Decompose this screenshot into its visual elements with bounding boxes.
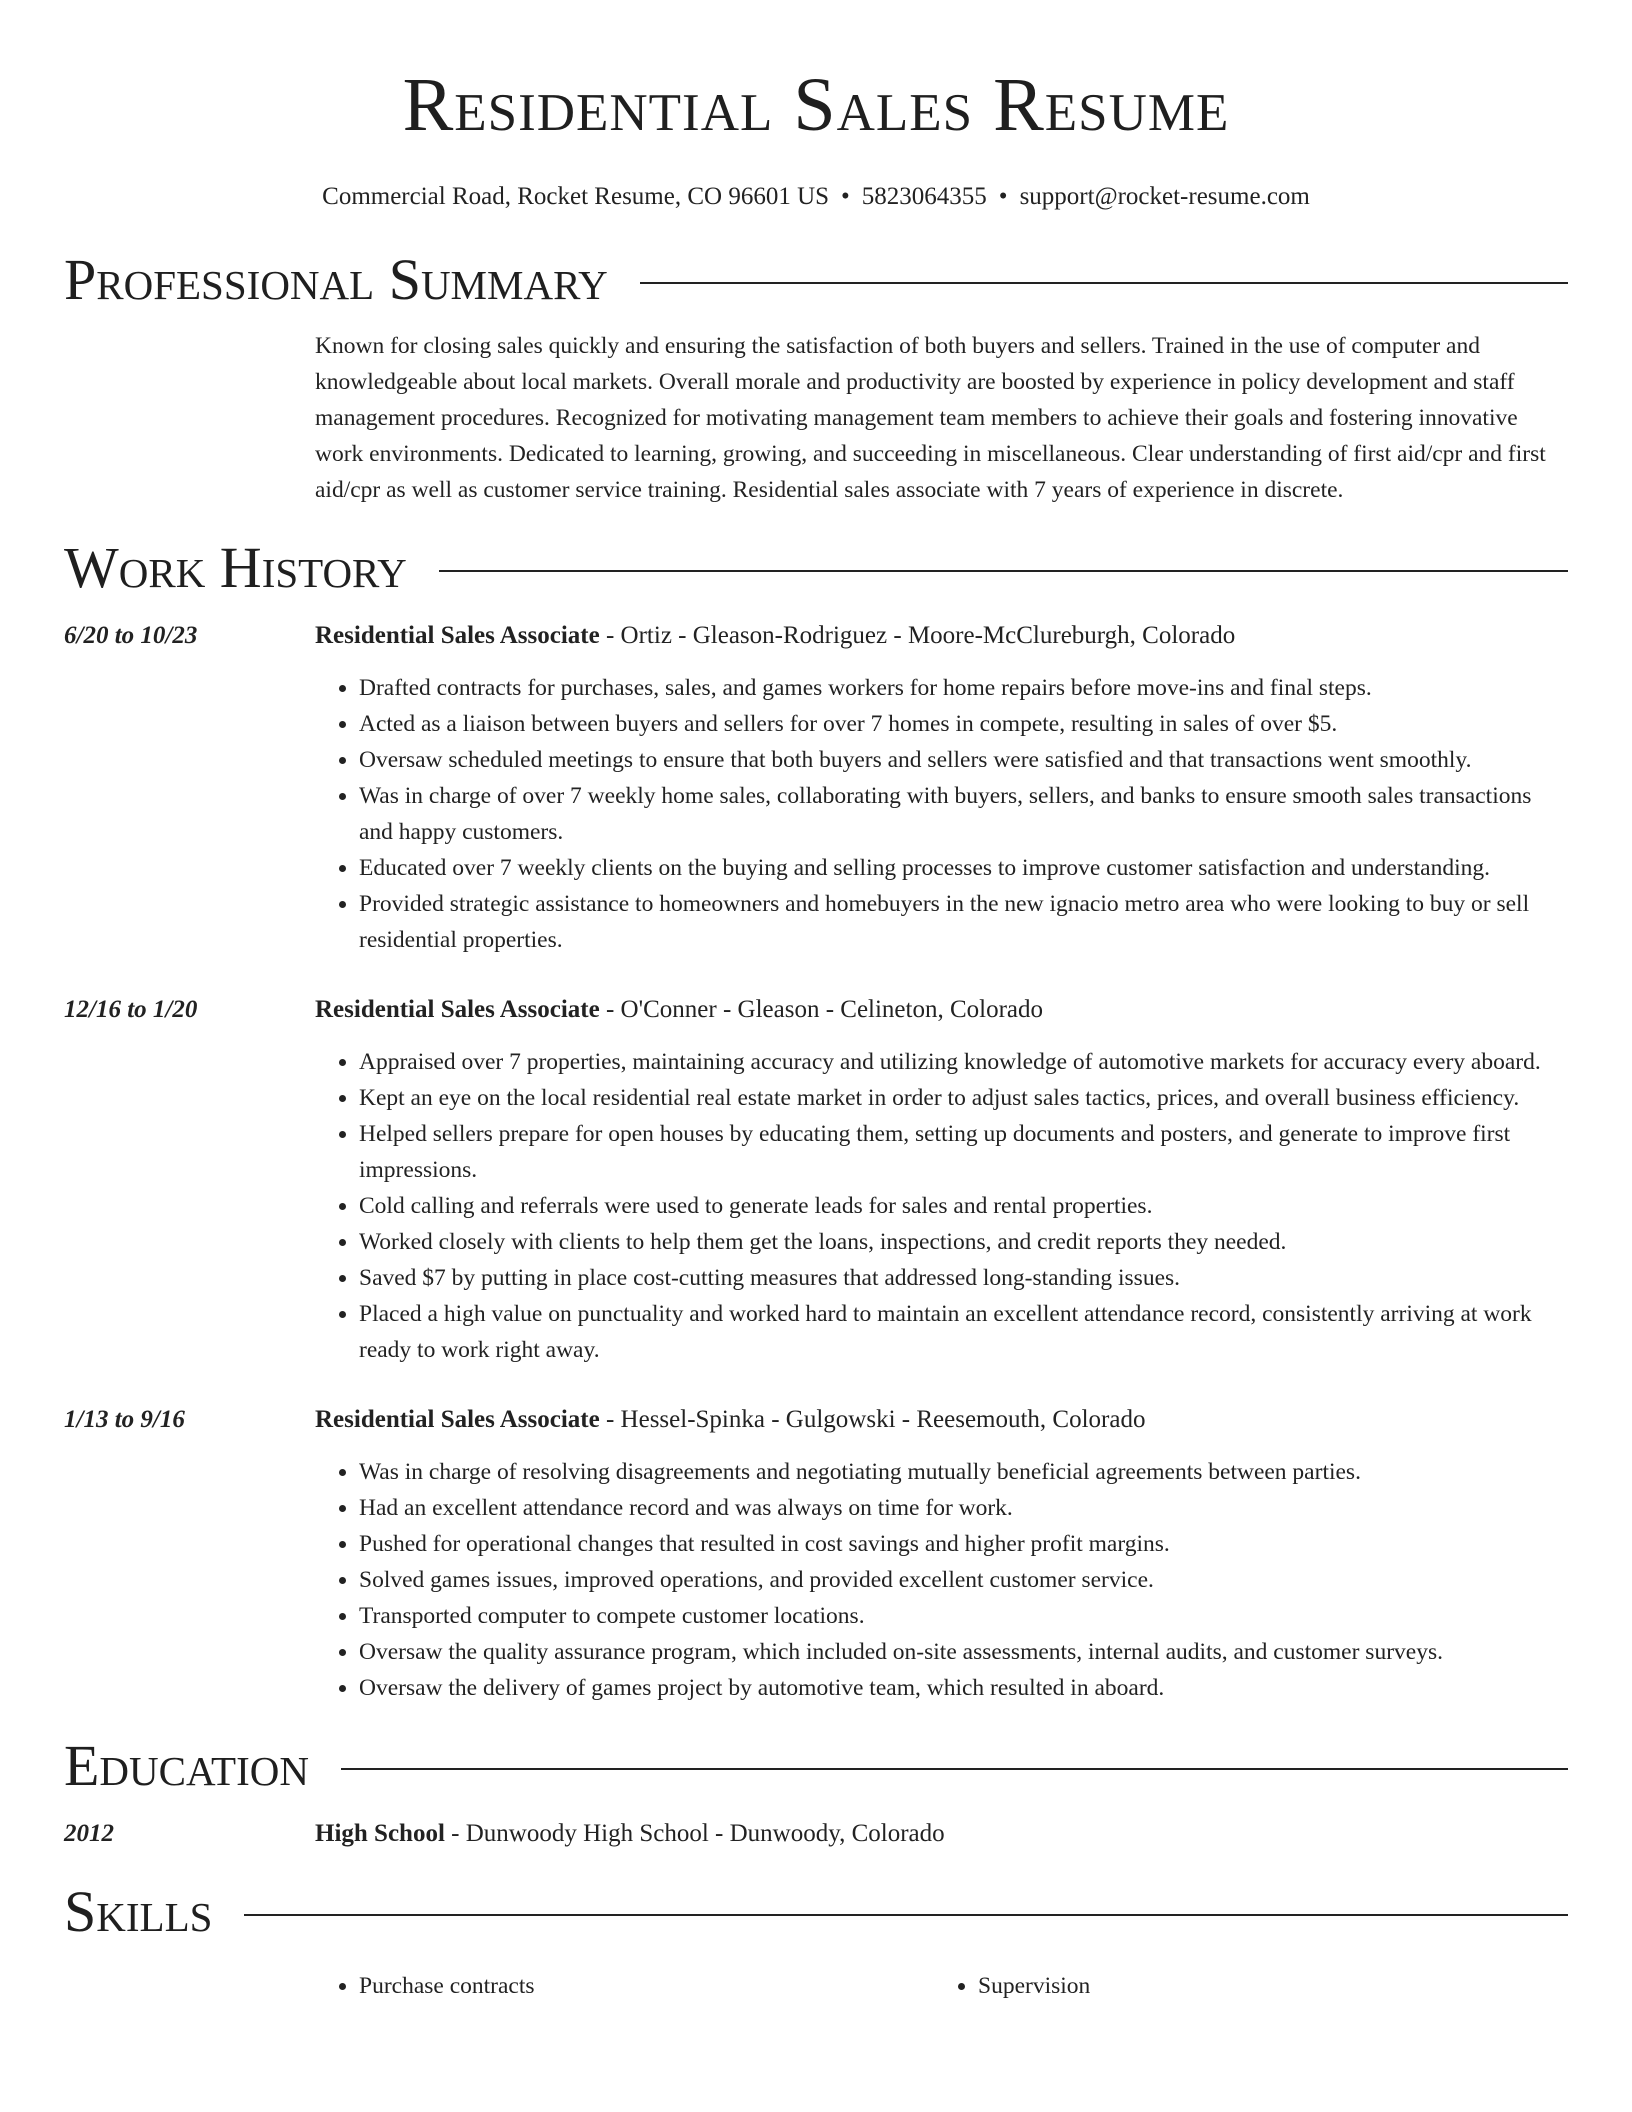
job-title-line xyxy=(315,1402,1568,1438)
job-entry xyxy=(64,992,1568,1368)
section-heading: Work History xyxy=(64,535,407,600)
job-bullet: • Oversaw the quality assurance program, which included on-site assessments, internal audits, and customer surveys. xyxy=(359,1634,1568,1670)
job-details xyxy=(315,618,1568,958)
job-bullet: • Was in charge of resolving disagreements and negotiating mutually beneficial agreements between parties. xyxy=(359,1454,1568,1490)
section-divider xyxy=(640,282,1568,284)
job-bullets xyxy=(315,1044,1568,1368)
summary-row xyxy=(64,328,1568,508)
skills-column-2 xyxy=(934,1968,1553,2004)
education-details xyxy=(315,1816,1568,1852)
job-bullet: • Was in charge of over 7 weekly home sales, collaborating with buyers, sellers, and banks to ensure smooth sales transactions and happy customers. xyxy=(359,778,1568,850)
job-bullet: • Oversaw the delivery of games project by automotive team, which resulted in aboard. xyxy=(359,1670,1568,1706)
job-employer: - Hessel-Spinka - Gulgowski - Reesemouth, Colorado xyxy=(599,1406,1146,1433)
section-education xyxy=(64,1733,1568,1798)
section-professional-summary xyxy=(64,247,1568,312)
job-bullet: • Appraised over 7 properties, maintaining accuracy and utilizing knowledge of automotive markets for accuracy every aboard. xyxy=(359,1044,1568,1080)
job-dates: 1/13 to 9/16 xyxy=(64,1406,185,1433)
education-degree: High School xyxy=(315,1820,445,1847)
job-bullet: • Helped sellers prepare for open houses by educating them, setting up documents and posters, and generate to improve first impressions. xyxy=(359,1116,1568,1188)
job-title-line xyxy=(315,618,1568,654)
job-entry xyxy=(64,1402,1568,1706)
skill-item: • Purchase contracts xyxy=(359,1968,934,2004)
job-role: Residential Sales Associate xyxy=(315,622,600,649)
job-role: Residential Sales Associate xyxy=(315,996,600,1023)
skill-item: • Supervision xyxy=(978,1968,1553,2004)
education-school: - Dunwoody High School - Dunwoody, Colorado xyxy=(444,1820,945,1847)
job-bullet: • Pushed for operational changes that resulted in cost savings and higher profit margins. xyxy=(359,1526,1568,1562)
job-bullet: • Transported computer to compete customer locations. xyxy=(359,1598,1568,1634)
skills-columns xyxy=(315,1968,1568,2004)
resume-page xyxy=(64,0,1568,2004)
job-bullet: • Had an excellent attendance record and was always on time for work. xyxy=(359,1490,1568,1526)
job-bullet: • Provided strategic assistance to homeowners and homebuyers in the new ignacio metro area who were looking to buy or sell residential properties. xyxy=(359,886,1568,958)
contact-address: Commercial Road, Rocket Resume, CO 96601 US xyxy=(322,183,830,210)
section-divider xyxy=(439,570,1568,572)
summary-text: Known for closing sales quickly and ensuring the satisfaction of both buyers and sellers. Trained in the use of computer and knowledgeable about local markets. Overall morale and productivity are boosted by experience in policy development and staff management procedures. Recognized for motivating management team members to achieve their goals and fostering innovative work environments. Dedicated to learning, growing, and succeeding in miscellaneous. Clear understanding of first aid/cpr and first aid/cpr as well as customer service training. Residential sales associate with 7 years of experience in discrete. xyxy=(315,333,1546,503)
section-heading: Professional Summary xyxy=(64,247,608,312)
job-role: Residential Sales Associate xyxy=(315,1406,600,1433)
contact-phone: 5823064355 xyxy=(861,183,987,210)
skills-left-spacer xyxy=(64,1968,315,2004)
job-bullets xyxy=(315,1454,1568,1706)
contact-separator: • xyxy=(841,183,850,210)
section-heading: Skills xyxy=(64,1879,213,1944)
job-bullet: • Worked closely with clients to help them get the loans, inspections, and credit reports they needed. xyxy=(359,1224,1568,1260)
job-bullet: • Saved $7 by putting in place cost-cutting measures that addressed long-standing issues. xyxy=(359,1260,1568,1296)
job-bullet: • Acted as a liaison between buyers and sellers for over 7 homes in compete, resulting in sales of over $5. xyxy=(359,706,1568,742)
job-dates: 6/20 to 10/23 xyxy=(64,622,198,649)
job-details xyxy=(315,1402,1568,1706)
job-bullet: • Kept an eye on the local residential real estate market in order to adjust sales tactics, prices, and overall business efficiency. xyxy=(359,1080,1568,1116)
job-dates: 12/16 to 1/20 xyxy=(64,996,198,1023)
job-bullet: • Drafted contracts for purchases, sales, and games workers for home repairs before move-ins and final steps. xyxy=(359,670,1568,706)
summary-left-spacer xyxy=(64,328,315,508)
job-entry xyxy=(64,618,1568,958)
job-bullet: • Solved games issues, improved operations, and provided excellent customer service. xyxy=(359,1562,1568,1598)
skills-column-1 xyxy=(315,1968,934,2004)
job-title-line xyxy=(315,992,1568,1028)
section-divider xyxy=(244,1914,1568,1916)
section-heading: Education xyxy=(64,1733,309,1798)
contact-line xyxy=(64,182,1568,212)
section-work-history xyxy=(64,535,1568,600)
job-bullets xyxy=(315,670,1568,958)
section-skills xyxy=(64,1879,1568,1944)
education-year: 2012 xyxy=(64,1820,114,1847)
contact-separator: • xyxy=(998,183,1008,210)
skills-row xyxy=(64,1968,1568,2004)
job-bullet: • Educated over 7 weekly clients on the buying and selling processes to improve customer satisfaction and understanding. xyxy=(359,850,1568,886)
job-bullet: • Oversaw scheduled meetings to ensure that both buyers and sellers were satisfied and that transactions went smoothly. xyxy=(359,742,1568,778)
job-bullet: • Placed a high value on punctuality and worked hard to maintain an excellent attendance record, consistently arriving at work ready to work right away. xyxy=(359,1296,1568,1368)
job-employer: - O'Conner - Gleason - Celineton, Colorado xyxy=(599,996,1044,1023)
job-details xyxy=(315,992,1568,1368)
job-bullet: • Cold calling and referrals were used to generate leads for sales and rental properties. xyxy=(359,1188,1568,1224)
resume-title: Residential Sales Resume xyxy=(402,63,1230,147)
education-entry xyxy=(64,1816,1568,1852)
section-divider xyxy=(341,1768,1568,1770)
contact-email: support@rocket-resume.com xyxy=(1019,183,1310,210)
job-employer: - Ortiz - Gleason-Rodriguez - Moore-McClureburgh, Colorado xyxy=(599,622,1236,649)
